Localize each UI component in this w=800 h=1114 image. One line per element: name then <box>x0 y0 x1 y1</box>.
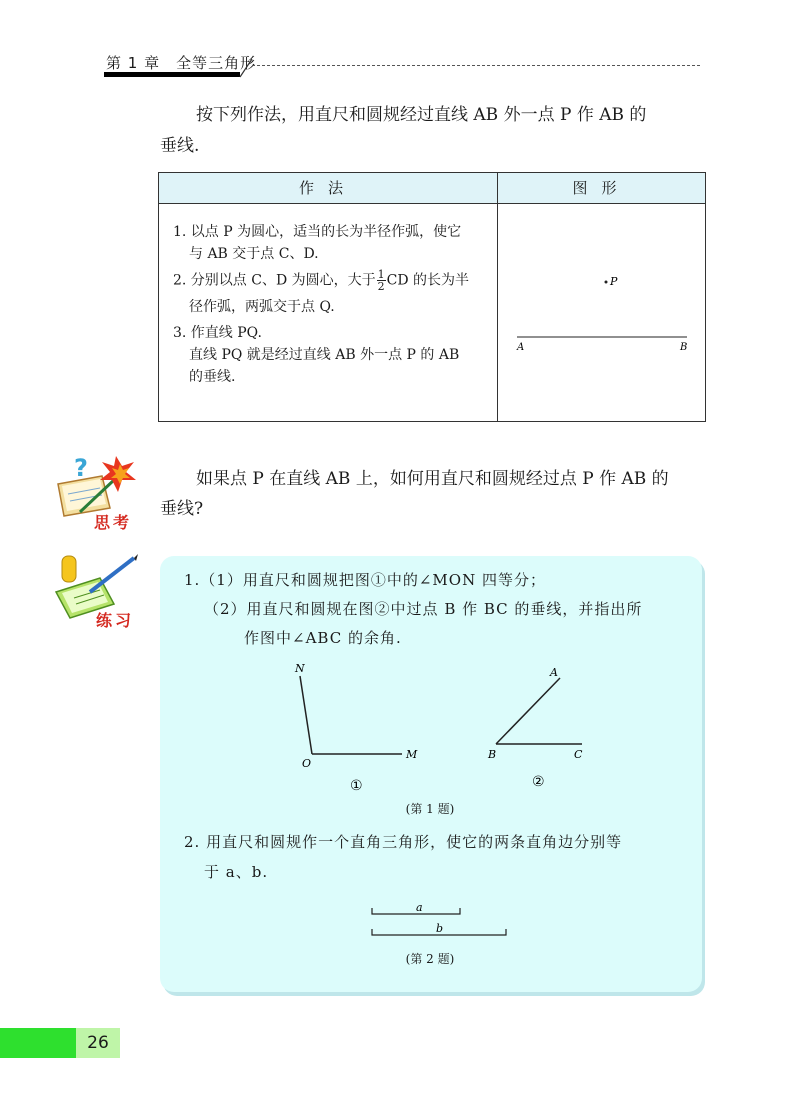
caption-question-1: (第 1 题) <box>405 802 455 816</box>
step-2-line-2: 径作弧，两弧交于点 Q. <box>189 299 335 315</box>
step-1-line-2: 与 AB 交于点 C、D. <box>189 246 319 262</box>
label-b: B <box>488 748 497 761</box>
segment-b-label: b <box>436 922 444 935</box>
segment-a-label: a <box>416 901 423 914</box>
page-number-band <box>0 1028 76 1058</box>
step-3-line-3: 的垂线. <box>189 369 236 385</box>
think-label: 思考 <box>94 513 133 532</box>
question-1-line-1: 1.（1）用直尺和圆规把图①中的∠MON 四等分； <box>184 571 546 589</box>
think-line-2: 垂线? <box>160 499 204 519</box>
figure-1-mark: ① <box>350 778 363 794</box>
label-a: A <box>550 666 558 679</box>
fraction-denominator: 2 <box>377 280 385 293</box>
label-o: O <box>302 757 312 770</box>
segments-a-b <box>360 896 520 942</box>
question-2-line-1: 2. 用直尺和圆规作一个直角三角形，使它的两条直角边分别等 <box>184 833 623 851</box>
svg-text:?: ? <box>74 454 88 482</box>
step-1-line-1: 1. 以点 P 为圆心，适当的长为半径作弧，使它 <box>173 224 462 240</box>
line-label-a: A <box>517 342 525 353</box>
step-2-text-pre: 2. 分别以点 C、D 为圆心，大于 <box>173 272 376 289</box>
fraction-one-half <box>377 269 386 292</box>
practice-icon <box>50 552 140 632</box>
point-p-dot <box>605 281 608 284</box>
table-figure <box>499 204 704 420</box>
figure-1-angle-mon <box>280 656 440 796</box>
think-line-1: 如果点 P 在直线 AB 上，如何用直尺和圆规经过点 P 作 AB 的 <box>196 469 669 489</box>
step-2-text-post: CD 的长为半 <box>386 272 470 289</box>
page-number: 26 <box>76 1028 120 1058</box>
line-label-b: B <box>680 342 688 353</box>
intro-line-2: 垂线. <box>160 136 200 156</box>
question-2-line-2: 于 a、b. <box>204 863 269 881</box>
ray-on <box>300 676 312 754</box>
figure-2-angle-abc <box>482 660 602 800</box>
chapter-header: 第 1 章 全等三角形 <box>106 54 257 72</box>
practice-panel <box>160 556 702 992</box>
question-1-line-2: （2）用直尺和圆规在图②中过点 B 作 BC 的垂线，并指出所 <box>204 600 643 618</box>
label-m: M <box>406 748 418 761</box>
table-header-method: 作法 <box>159 173 498 204</box>
step-2-line-1 <box>173 269 493 292</box>
figure-2-mark: ② <box>532 774 545 790</box>
think-icon <box>50 450 140 530</box>
label-c: C <box>574 748 583 761</box>
construction-steps <box>173 221 493 388</box>
fraction-numerator: 1 <box>377 268 385 281</box>
caption-question-2: (第 2 题) <box>405 952 455 966</box>
table-header-figure: 图形 <box>498 173 705 204</box>
question-1-line-3: 作图中∠ABC 的余角. <box>244 629 402 647</box>
header-dashed-rule <box>252 65 700 66</box>
method-table <box>158 172 706 422</box>
practice-label: 练习 <box>96 611 135 630</box>
step-3-line-1: 3. 作直线 PQ. <box>173 325 262 341</box>
header-underline-bar <box>104 72 240 77</box>
header-slash-decoration <box>238 58 254 78</box>
point-p-label: P <box>610 275 618 288</box>
intro-line-1: 按下列作法，用直尺和圆规经过直线 AB 外一点 P 作 AB 的 <box>196 105 647 125</box>
table-column-divider <box>497 203 498 421</box>
segment-ba <box>496 678 560 744</box>
label-n: N <box>295 662 305 675</box>
step-3-line-2: 直线 PQ 就是经过直线 AB 外一点 P 的 AB <box>189 347 460 363</box>
